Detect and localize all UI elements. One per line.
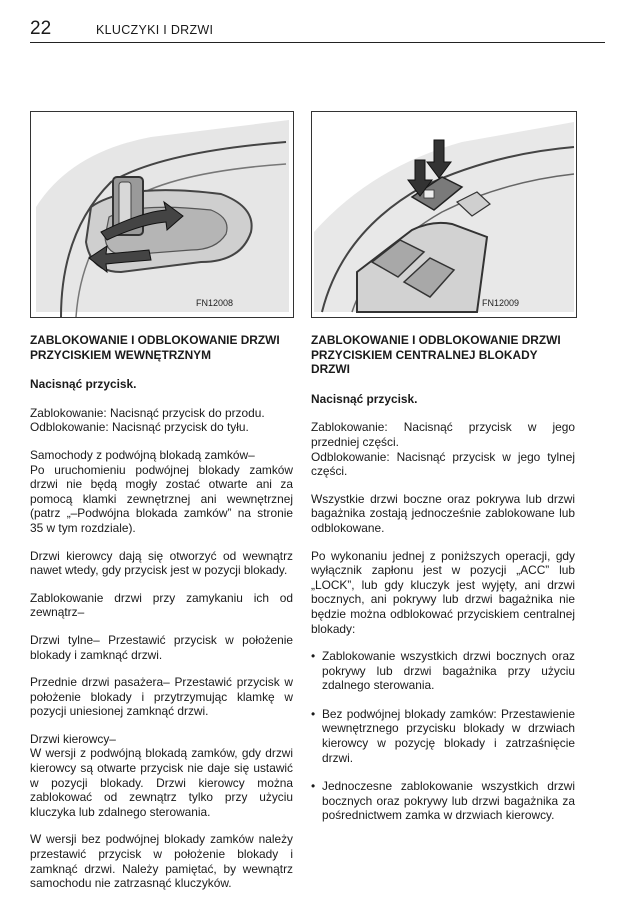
unlock-instruction: Odblokowanie: Nacisnąć przycisk do tyłu.: [30, 420, 249, 435]
figure-code-right: FN12009: [482, 298, 520, 308]
bullet-icon: •: [311, 779, 316, 794]
right-column: [311, 333, 575, 837]
lock-instruction: Zablokowanie: Nacisnąć przycisk do przodu.: [30, 405, 265, 420]
left-paragraph-double-lock: [30, 448, 293, 536]
right-paragraph-all-doors: Wszystkie drzwi boczne oraz pokrywa lub drzwi bagażnika zostają jednocześnie zablokowane lub odblokowane.: [311, 491, 575, 535]
right-subheading: Nacisnąć przycisk.: [311, 391, 418, 406]
right-heading: ZABLOKOWANIE I ODBLOKOWANIE DRZWI PRZYCISKIEM CENTRALNEJ BLOKADY DRZWI: [311, 333, 561, 377]
double-lock-text: Po uruchomieniu podwójnej blokady zamków drzwi nie będą mogły zostać otwarte ani za pomocą klamki zewnętrznej ani wewnętrznej (patrz „–Podwójna blokada zamków” na stronie 35 w tym rozdziale).: [30, 462, 293, 535]
list-item: [311, 707, 575, 765]
left-paragraph-rear-doors: Drzwi tylne– Przestawić przycisk w położenie blokady i zamknąć drzwi.: [30, 632, 293, 662]
double-lock-title: Samochody z podwójną blokadą zamków–: [30, 447, 255, 462]
driver-door-text: W wersji z podwójną blokadą zamków, gdy drzwi kierowcy są otwarte przycisk nie daje się ustawić w pozycji blokady. Drzwi kierowcy można zablokować od zewnątrz tylko przy użyciu kluczyka lub zdalnego sterowania.: [30, 746, 293, 819]
power-window-lock-switch-illustration: [312, 112, 576, 317]
left-paragraph-driver-door: Drzwi kierowcy dają się otworzyć od wewnątrz nawet wtedy, gdy przycisk jest w pozycji blokady.: [30, 548, 293, 578]
list-item-text: Jednoczesne zablokowanie wszystkich drzwi bocznych oraz pokrywy lub drzwi bagażnika za pośrednictwem zamka w drzwiach kierowcy.: [322, 779, 575, 823]
left-paragraph-no-double-lock: W wersji bez podwójnej blokady zamków należy przestawić przycisk w położenie blokady i zamknąć drzwi. Należy pamiętać, by wewnątrz samochodu nie zatrzasnąć kluczyków.: [30, 832, 293, 891]
left-column: [30, 333, 293, 904]
left-paragraph-outside-lock: Zablokowanie drzwi przy zamykaniu ich od zewnątrz–: [30, 590, 293, 620]
list-item-text: Zablokowanie wszystkich drzwi bocznych oraz pokrywy lub drzwi bagażnika przy użyciu zdalnego sterowania.: [322, 649, 575, 693]
page-number: 22: [30, 18, 52, 39]
left-subheading: Nacisnąć przycisk.: [30, 377, 137, 392]
bullet-icon: •: [311, 706, 316, 721]
right-paragraph-conditions: Po wykonaniu jednej z poniższych operacji, gdy wyłącznik zapłonu jest w pozycji „ACC” lub „LOCK”, lub gdy kluczyk jest wyjęty, ani drzwi bocznych, ani pokrywy lub drzwi bagażnika nie będzie można odblokować przyciskiem centralnej blokady:: [311, 548, 575, 636]
list-item-text: Bez podwójnej blokady zamków: Przestawienie wewnętrznego przycisku blokady w drzwiach kierowcy w pozycję blokady i zatrzaśnięcie drzwi.: [322, 706, 575, 765]
bullet-icon: •: [311, 649, 316, 664]
list-item: [311, 779, 575, 823]
figure-door-lock: [30, 111, 294, 318]
left-paragraph-lock-unlock: [30, 406, 293, 435]
figure-code-left: FN12008: [196, 298, 234, 308]
right-paragraph-lock-unlock: [311, 420, 575, 478]
left-paragraph-passenger-door: Przednie drzwi pasażera– Przestawić przycisk w położenie blokady i przytrzymując klamkę w pozycji uniesionej zamknąć drzwi.: [30, 675, 293, 719]
left-paragraph-driver: [30, 732, 293, 820]
central-lock-instruction: Zablokowanie: Nacisnąć przycisk w jego przedniej części.: [311, 420, 575, 449]
section-title: KLUCZYKI I DRZWI: [96, 23, 214, 37]
page-header: [30, 16, 605, 43]
door-handle-lock-illustration: [31, 112, 293, 317]
central-unlock-instruction: Odblokowanie: Nacisnąć przycisk w jego tylnej części.: [311, 449, 575, 479]
driver-door-title: Drzwi kierowcy–: [30, 731, 116, 746]
list-item: [311, 649, 575, 693]
figure-central-lock: [311, 111, 577, 318]
condition-list: [311, 649, 575, 823]
left-heading: ZABLOKOWANIE I ODBLOKOWANIE DRZWI PRZYCISKIEM WEWNĘTRZNYM: [30, 333, 280, 362]
